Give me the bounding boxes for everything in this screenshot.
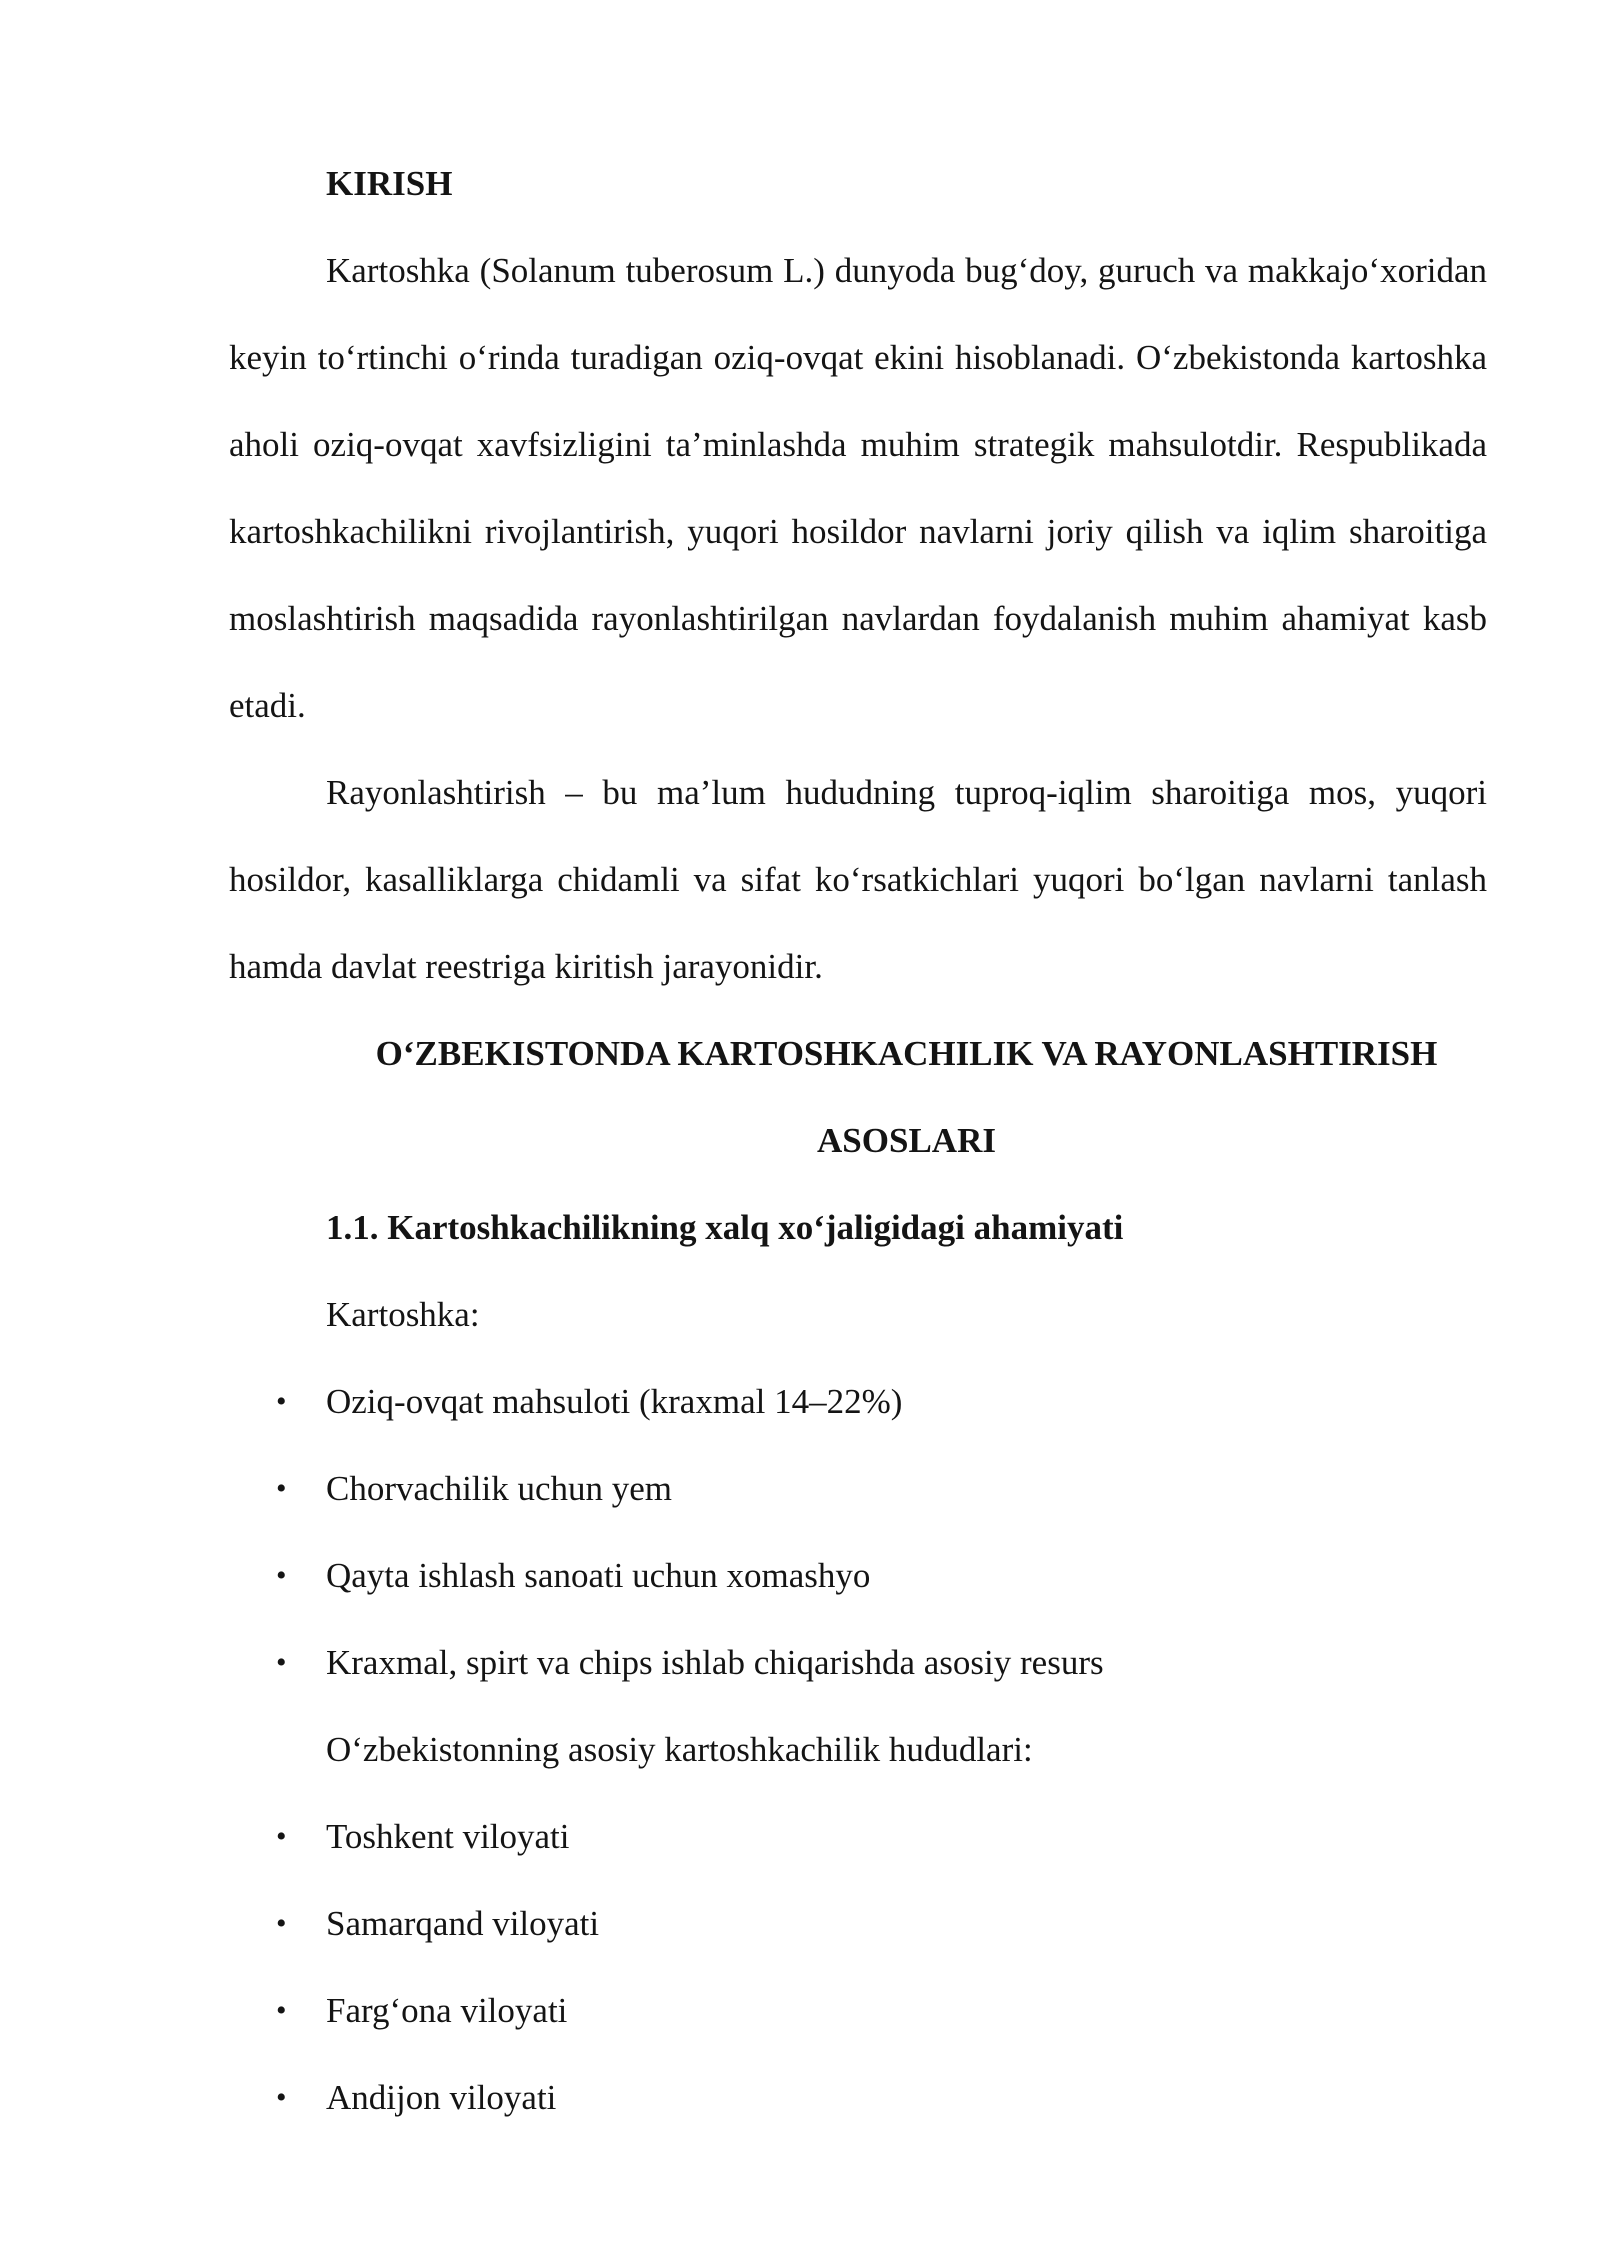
list-item (229, 1793, 1487, 1880)
list-item-text: Chorvachilik uchun yem (326, 1469, 673, 1508)
intro-heading: KIRISH (326, 164, 453, 203)
list-item-text: Kraxmal, spirt va chips ishlab chiqarishda asosiy resurs (326, 1643, 1104, 1682)
chapter-heading-line-2: ASOSLARI (817, 1121, 996, 1160)
list-2-label: O‘zbekistonning asosiy kartoshkachilik hududlari: (326, 1730, 1033, 1769)
document-page (229, 140, 1487, 2141)
list-item-text: Qayta ishlash sanoati uchun xomashyo (326, 1556, 871, 1595)
list-item (229, 1619, 1487, 1706)
bullet-icon: • (276, 1646, 287, 1679)
bullet-icon: • (276, 2081, 287, 2114)
list-1-label: Kartoshka: (326, 1295, 480, 1334)
intro-paragraph-1: Kartoshka (Solanum tuberosum L.) dunyoda bug‘doy, guruch va makkajo‘xoridan keyin to‘rtinchi o‘rinda turadigan oziq-ovqat ekini hisoblanadi. O‘zbekistonda kartoshka aholi oziq-ovqat xavfsizligini ta’minlashda muhim strategik mahsulotdir. Respublikada kartoshkachilikni rivojlantirish, yuqori hosildor navlarni joriy qilish va iqlim sharoitiga moslashtirish maqsadida rayonlashtirilgan navlardan foydalanish muhim ahamiyat kasb etadi. (229, 251, 1487, 725)
list-item-text: Andijon viloyati (326, 2078, 557, 2117)
list-item (229, 2054, 1487, 2141)
list-item (229, 1967, 1487, 2054)
regions-list (229, 1793, 1487, 2141)
bullet-icon: • (276, 1472, 287, 1505)
list-item-text: Samarqand viloyati (326, 1904, 600, 1943)
uses-list (229, 1358, 1487, 1706)
list-item (229, 1445, 1487, 1532)
bullet-icon: • (276, 1820, 287, 1853)
list-item (229, 1358, 1487, 1445)
list-item-text: Oziq-ovqat mahsuloti (kraxmal 14–22%) (326, 1382, 903, 1421)
list-item (229, 1880, 1487, 1967)
bullet-icon: • (276, 1559, 287, 1592)
chapter-heading-line-1: O‘ZBEKISTONDA KARTOSHKACHILIK VA RAYONLASHTIRISH (375, 1034, 1438, 1073)
intro-paragraph-2: Rayonlashtirish – bu ma’lum hududning tuproq-iqlim sharoitiga mos, yuqori hosildor, kasalliklarga chidamli va sifat ko‘rsatkichlari yuqori bo‘lgan navlarni tanlash hamda davlat reestriga kiritish jarayonidir. (229, 773, 1487, 986)
list-item-text: Toshkent viloyati (326, 1817, 570, 1856)
section-title: 1.1. Kartoshkachilikning xalq xo‘jaligidagi ahamiyati (326, 1208, 1124, 1247)
list-item-text: Farg‘ona viloyati (326, 1991, 568, 2030)
bullet-icon: • (276, 1385, 287, 1418)
bullet-icon: • (276, 1994, 287, 2027)
bullet-icon: • (276, 1907, 287, 1940)
list-item (229, 1532, 1487, 1619)
